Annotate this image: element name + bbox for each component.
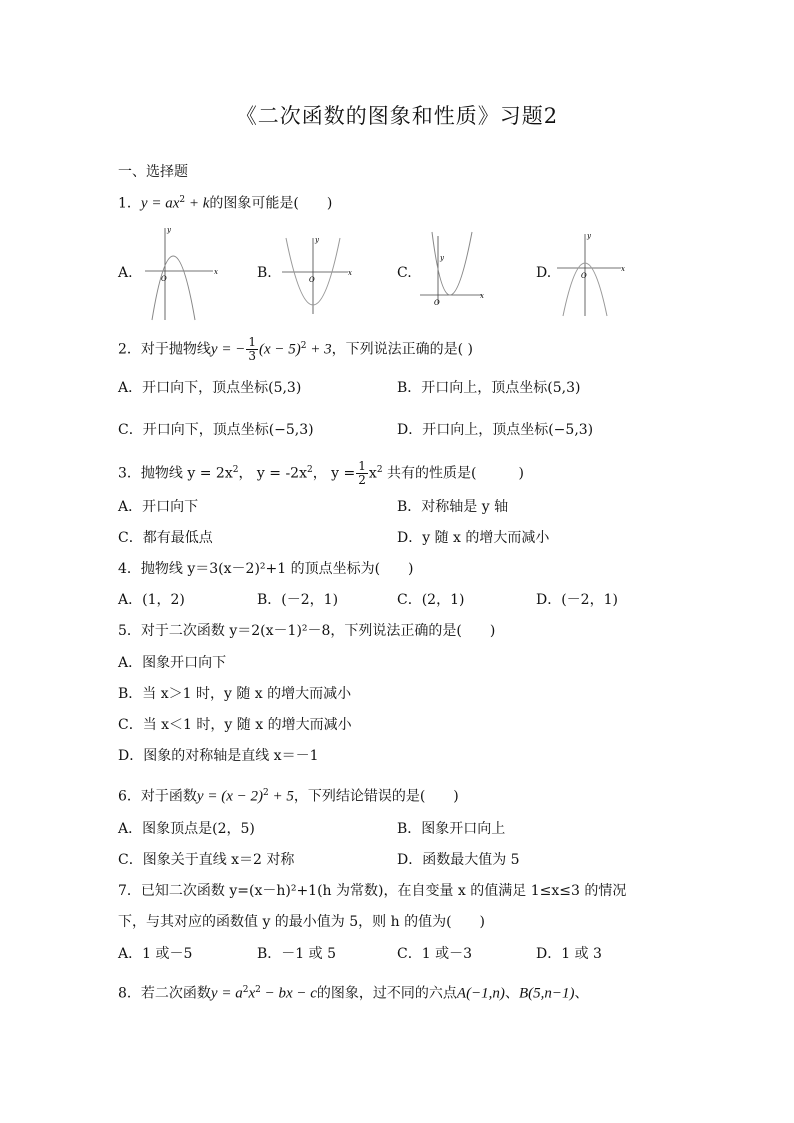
q1-option-d-label: D.	[536, 265, 552, 281]
q5-option-a: A．图象开口向下	[118, 655, 227, 671]
q2-number: 2．	[118, 341, 141, 358]
q3-frac-den: 2	[358, 473, 366, 488]
q6-post: ，下列结论错误的是( )	[293, 788, 459, 805]
q8-pre: 若二次函数	[140, 985, 211, 1002]
q1-graph-d	[555, 230, 630, 320]
q2-math-pre: y = −	[210, 341, 246, 358]
q8-math: y = a	[210, 985, 243, 1002]
q6-number: 6．	[118, 788, 141, 805]
q4-option-a: A．(1，2)	[118, 592, 185, 608]
question-6: 6．对于函数$y = (x - 2)^2 + 5$，下列结论错误的是( )	[118, 788, 459, 805]
q4-option-c: C．(2，1)	[397, 592, 465, 608]
q2-math-tail: + 3	[306, 341, 332, 358]
q3-option-d: D．y 随 x 的增大而减小	[397, 530, 550, 546]
question-7-line-1: 7．已知二次函数 y=(x－h)²+1(h 为常数)，在自变量 x 的值满足 1≤x≤3 的情况	[118, 883, 627, 899]
q5-option-c: C．当 x＜1 时，y 随 x 的增大而减小	[118, 717, 352, 733]
q7-option-b: B．－1 或 5	[257, 946, 337, 962]
question-1: 1．$y = ax^2 + k$的图象可能是( )	[118, 195, 333, 212]
q2-frac-num: 1	[248, 335, 256, 350]
q1-graph-a	[143, 222, 218, 322]
origin-label: O	[434, 299, 440, 307]
axis-y-label: y	[440, 254, 444, 262]
question-2: 2．对于抛物线y = − $\frac{1}{3}$ $(x - 5)^2 + 3$，下列说法正确的是( )	[118, 335, 473, 364]
q1-number: 1．	[118, 195, 141, 212]
q3-mid: ， y = -2x	[238, 465, 307, 482]
q5-option-d: D．图象的对称轴是直线 x＝－1	[118, 748, 319, 764]
q5-option-b: B．当 x＞1 时，y 随 x 的增大而减小	[118, 686, 352, 702]
q7-option-a: A．1 或－5	[118, 946, 193, 962]
q1-option-a-label: A.	[118, 265, 133, 281]
q3-number: 3．	[118, 465, 141, 482]
q6-option-c: C．图象关于直线 x＝2 对称	[118, 852, 295, 868]
q8-math3: − bx − c	[260, 985, 317, 1002]
q3-option-b: B．对称轴是 y 轴	[397, 499, 509, 515]
axis-y-label: y	[167, 226, 171, 234]
axis-y-label: y	[315, 236, 319, 244]
q8-end: 、	[574, 985, 589, 1002]
q7-option-c: C．1 或－3	[397, 946, 472, 962]
q1-math-tail: + k	[185, 195, 210, 212]
q2-fraction	[246, 336, 258, 363]
q6-math: y = (x − 2)	[196, 788, 263, 805]
q6-option-d: D．函数最大值为 5	[397, 852, 520, 868]
question-4: 4．抛物线 y＝3(x－2)²+1 的顶点坐标为( )	[118, 561, 414, 577]
axis-x-label: x	[214, 268, 218, 276]
origin-label: O	[581, 272, 587, 280]
q6-option-b: B．图象开口向上	[397, 821, 506, 837]
q6-option-a: A．图象顶点是(2，5)	[118, 821, 255, 837]
question-5: 5．对于二次函数 y＝2(x－1)²－8，下列说法正确的是( )	[118, 623, 496, 639]
section-heading: 一、选择题	[118, 164, 188, 180]
question-7-line-2: 下，与其对应的函数值 y 的最小值为 5，则 h 的值为( )	[118, 914, 486, 930]
origin-label: O	[309, 276, 315, 284]
q3-pre: 抛物线 y = 2x	[140, 465, 233, 482]
q1-stem: 的图象可能是( )	[209, 195, 333, 212]
axis-x-label: x	[348, 269, 352, 277]
question-8: 8．若二次函数$y = a^2x^2$ − bx − c的图象，过不同的六点A(−1,n)、B(5,n−1)、	[118, 985, 589, 1002]
q2-option-a: A．开口向下，顶点坐标(5,3)	[118, 380, 302, 396]
axis-y-label: y	[587, 232, 591, 240]
q3-option-c: C．都有最低点	[118, 530, 213, 546]
q2-post: ，下列说法正确的是( )	[331, 341, 473, 358]
axis-x-label: x	[621, 265, 625, 273]
q8-point-a: A(−1,n)	[456, 985, 505, 1002]
q1-graph-c	[418, 228, 488, 308]
q3-frac-num: 1	[358, 459, 366, 474]
q3-option-a: A．开口向下	[118, 499, 199, 515]
q8-point-b: B(5,n−1)	[518, 985, 575, 1002]
q3-tail: x	[368, 465, 377, 482]
q2-option-d: D．开口向上，顶点坐标(−5,3)	[397, 422, 594, 438]
q1-option-b-label: B.	[257, 265, 272, 281]
origin-label: O	[161, 275, 167, 283]
question-3: 3．抛物线 $y = 2x^2$， $y = -2x^2$， y = $\frac{1}{2}$ $x^2$ 共有的性质是( )	[118, 459, 524, 488]
q2-option-c: C．开口向下，顶点坐标(−5,3)	[118, 422, 314, 438]
q1-math: y = ax	[140, 195, 180, 212]
q2-math-post: (x − 5)	[258, 341, 301, 358]
q1-graph-b	[280, 232, 355, 317]
q3-fraction	[356, 460, 368, 487]
q7-option-d: D．1 或 3	[536, 946, 602, 962]
q8-separator: 、	[504, 985, 519, 1002]
axis-x-label: x	[480, 292, 484, 300]
q4-option-d: D．(－2，1)	[536, 592, 618, 608]
q8-number: 8．	[118, 985, 141, 1002]
q2-option-b: B．开口向上，顶点坐标(5,3)	[397, 380, 581, 396]
q4-option-b: B．(－2，1)	[257, 592, 339, 608]
q1-option-c-label: C.	[397, 265, 412, 281]
q3-mid2: ， y =	[312, 465, 356, 482]
q2-frac-den: 3	[248, 349, 256, 364]
q6-pre: 对于函数	[140, 788, 197, 805]
q3-post: 共有的性质是( )	[382, 465, 524, 482]
q2-pre: 对于抛物线	[140, 341, 211, 358]
q8-math2: x	[248, 985, 256, 1002]
q6-math-tail: + 5	[268, 788, 294, 805]
page-title: 《二次函数的图象和性质》习题2	[235, 104, 559, 128]
q8-post: 的图象，过不同的六点	[316, 985, 457, 1002]
